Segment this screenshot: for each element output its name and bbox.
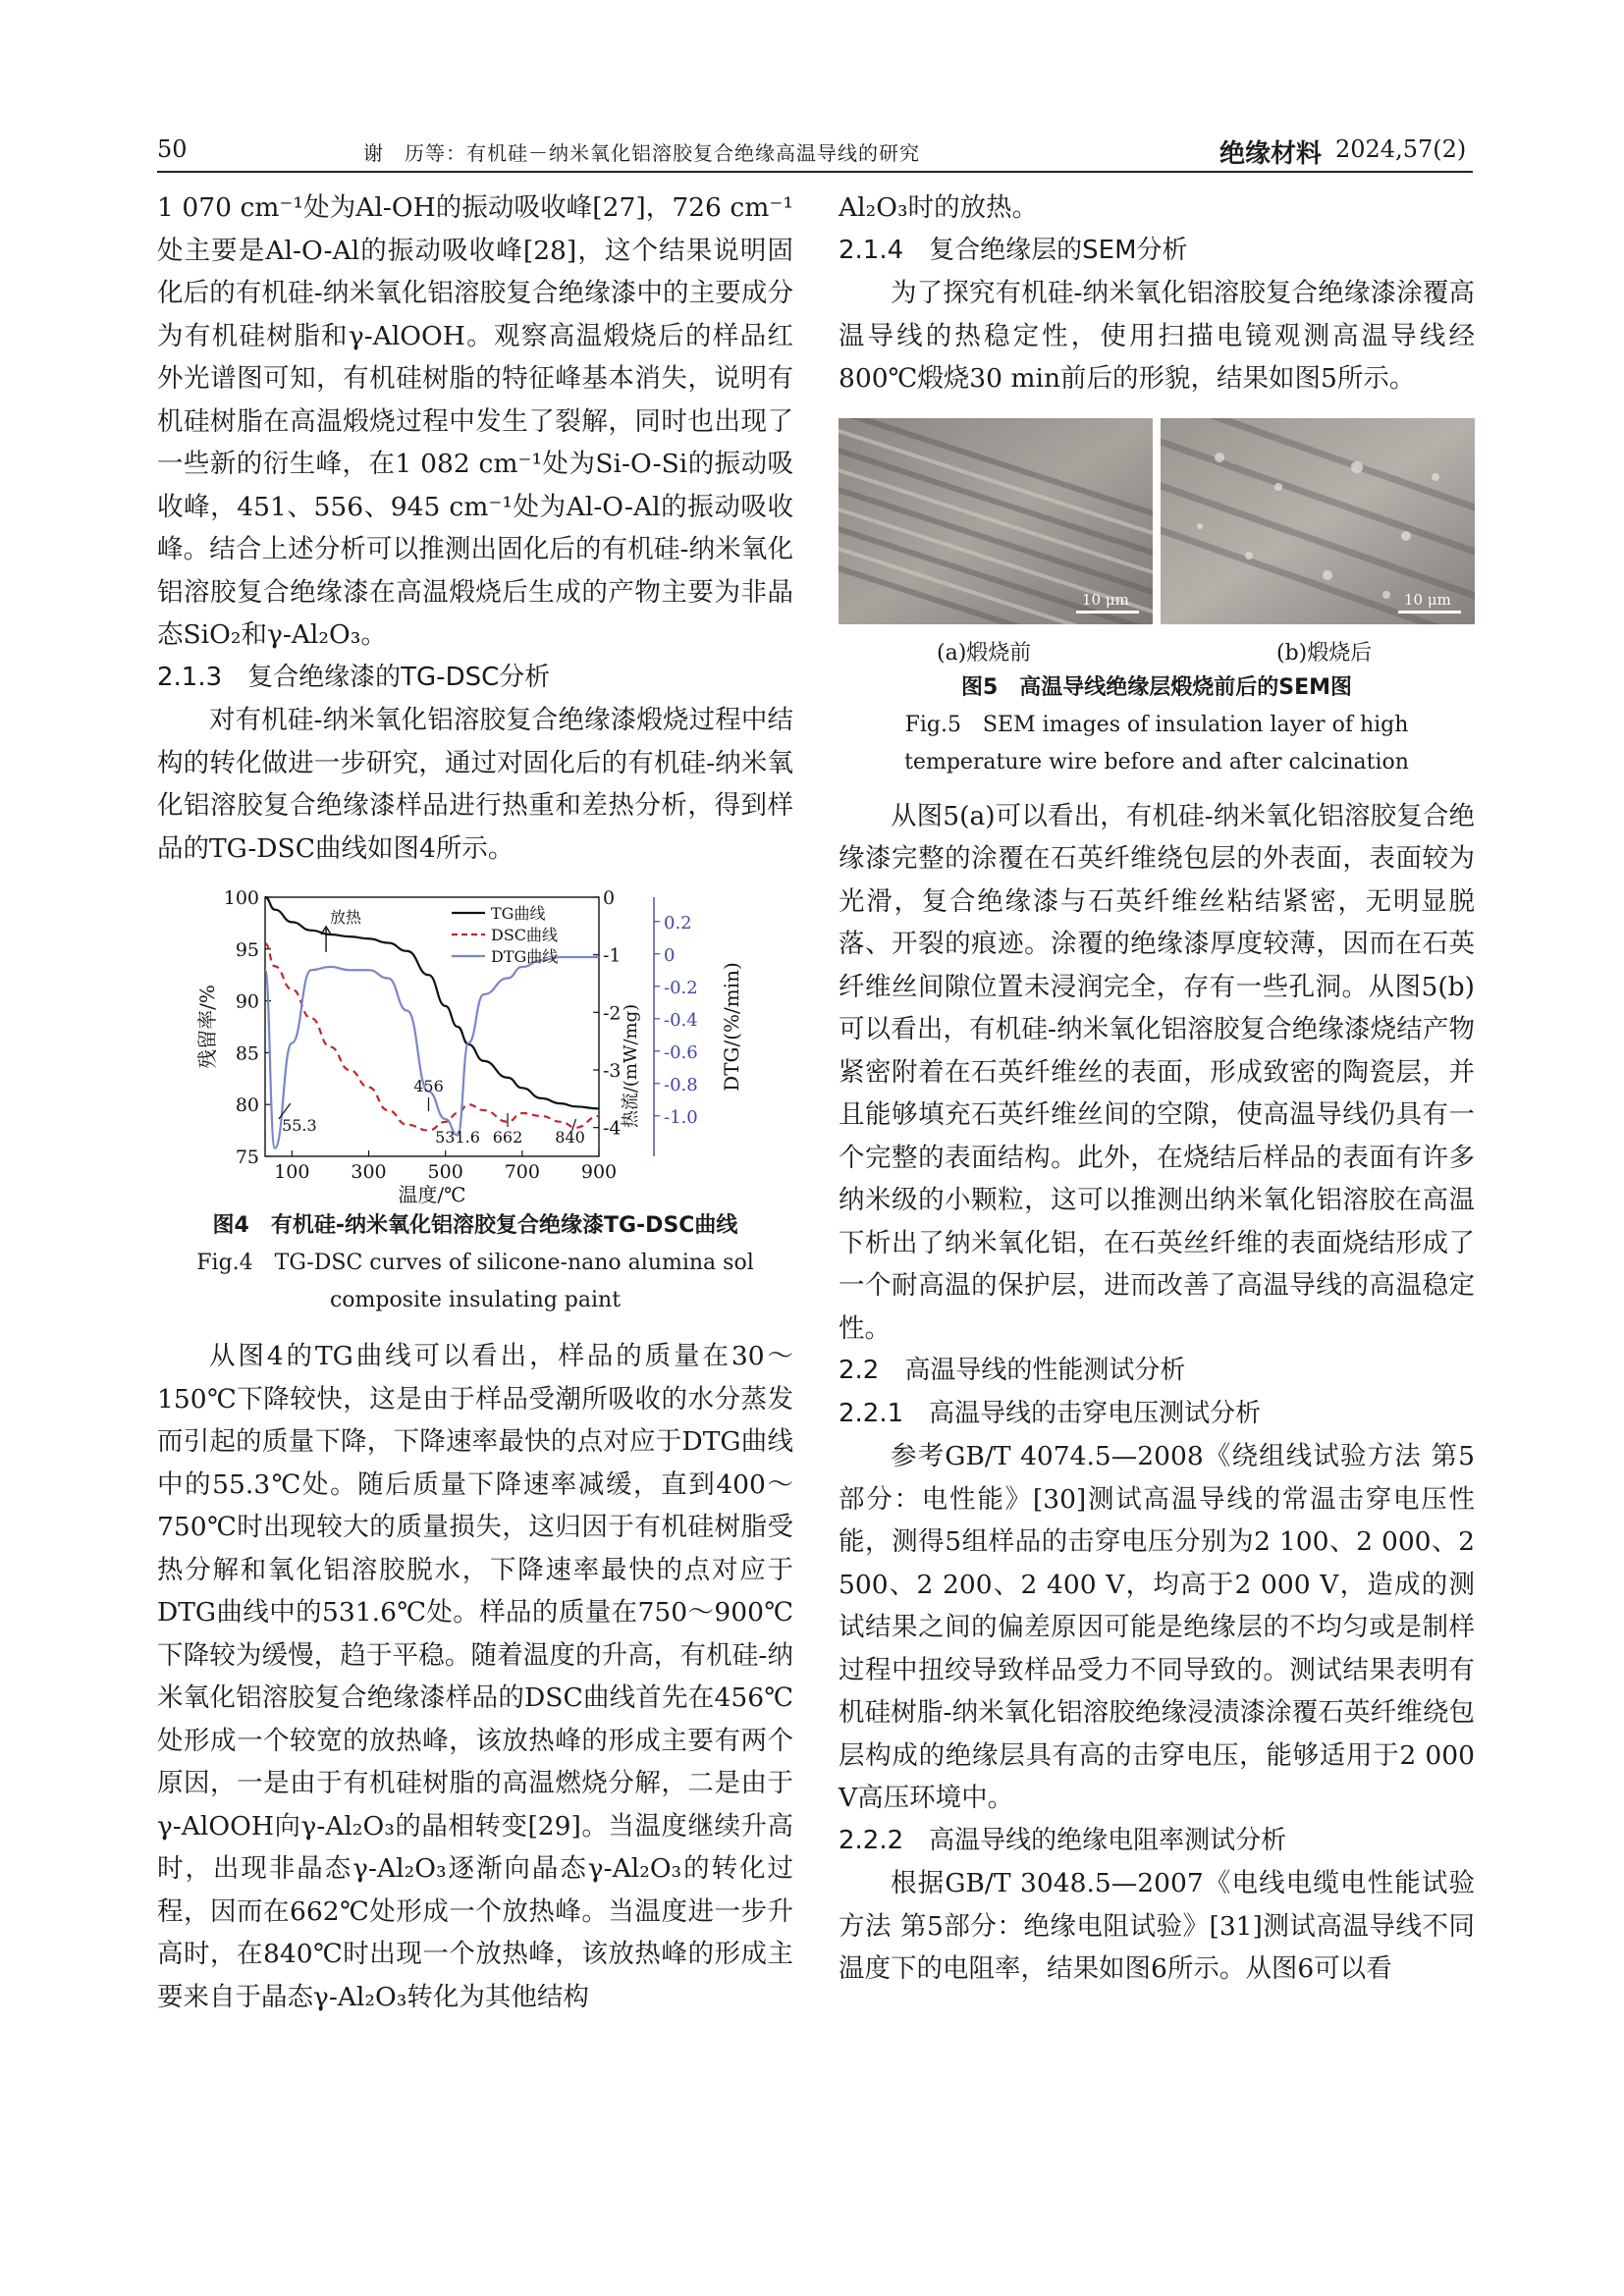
right-column [839,187,1475,1991]
y-mid-tick-label: -2 [603,1002,622,1025]
scale-bar-a [1076,590,1139,616]
x-tick-label: 500 [427,1161,463,1183]
page-number: 50 [157,135,188,163]
y-right-tick-label: -0.2 [664,977,698,998]
left-paragraph-1: 1 070 cm⁻¹处为Al-OH的振动吸收峰[27]，726 cm⁻¹处主要是Al-O-Al的振动吸收峰[28]，这个结果说明固化后的有机硅-纳米氧化铝溶胶复合绝缘漆中的主要成分为有机硅树脂和γ-AlOOH。观察高温煅烧后的样品红外光谱图可知，有机硅树脂的特征峰基本消失，说明有机硅树脂在高温煅烧过程中发生了裂解，同时也出现了一些新的衍生峰，在1 082 cm⁻¹处为Si-O-Si的振动吸收峰，451、556、945 cm⁻¹处为Al-O-Al的振动吸收峰。结合上述分析可以推测出固化后的有机硅-纳米氧化铝溶胶复合绝缘漆在高温煅烧后生成的产物主要为非晶态SiO₂和γ-Al₂O₃。 [157,192,793,650]
running-title: 谢 历等：有机硅－纳米氧化铝溶胶复合绝缘高温导线的研究 [363,141,920,165]
annotation-55-3: 55.3 [282,1116,317,1135]
right-paragraph-0: Al₂O₃时的放热。 [839,192,1039,223]
figure-5-sublabels [839,634,1475,669]
section-2-1-4-heading: 2.1.4 复合绝缘层的SEM分析 [839,235,1188,265]
left-paragraph-3: 从图4的TG曲线可以看出，样品的质量在30～150℃下降较快，这是由于样品受潮所吸收的水分蒸发而引起的质量下降，下降速率最快的点对应于DTG曲线中的55.3℃处。随后质量下降速率减缓，直到400～750℃时出现较大的质量损失，这归因于有机硅树脂受热分解和氧化铝溶胶脱水，下降速率最快的点对应于DTG曲线中的531.6℃处。样品的质量在750～900℃下降较为缓慢，趋于平稳。随着温度的升高，有机硅-纳米氧化铝溶胶复合绝缘漆样品的DSC曲线首先在456℃处形成一个较宽的放热峰，该放热峰的形成主要有两个原因，一是由于有机硅树脂的高温燃烧分解，二是由于γ-AlOOH向γ-Al₂O₃的晶相转变[29]。当温度继续升高时，出现非晶态γ-Al₂O₃逐渐向晶态γ-Al₂O₃的转化过程，因而在662℃处形成一个放热峰。当温度进一步升高时，在840℃时出现一个放热峰，该放热峰的形成主要来自于晶态γ-Al₂O₃转化为其他结构 [157,1341,793,2012]
sem-image-before [839,418,1153,624]
y-right-tick-label: -0.4 [664,1009,698,1031]
y-right-tick-label: 0 [664,944,676,966]
section-2-2-1-heading: 2.2.1 高温导线的击穿电压测试分析 [839,1398,1262,1428]
figure-5 [839,418,1475,634]
figure-4 [157,883,793,1207]
right-paragraph-3: 参考GB/T 4074.5—2008《绕组线试验方法 第5部分：电性能》[30]测试高温导线的常温击穿电压性能，测得5组样品的击穿电压分别为2 100、2 000、2 500、2 200、2 400 V，均高于2 000 V，造成的测试结果之间的偏差原因可能是绝缘层的不均匀或是制样过程中扭绞导致样品受力不同导致的。测试结果表明有机硅树脂-纳米氧化铝溶胶绝缘浸渍漆涂覆石英纤维绕包层构成的绝缘层具有高的击穿电压，能够适用于2 000 V高压环境中。 [839,1441,1475,1813]
legend-label-2: DTG曲线 [491,947,559,966]
sublabel-a: (a)煅烧前 [937,640,1032,666]
sublabel-b: (b)煅烧后 [1276,640,1373,666]
x-tick-label: 100 [274,1161,310,1183]
annotation-531-6: 531.6 [435,1128,480,1147]
header-rule [157,171,1473,173]
tg-dsc-chart [157,883,793,1207]
legend-label-0: TG曲线 [491,904,546,923]
y-right-tick-label: -0.6 [664,1041,698,1063]
y-left-tick-label: 85 [235,1042,259,1065]
annotation-exo: 放热 [330,908,362,927]
annotation-840: 840 [555,1128,585,1147]
journal-name: 绝缘材料 [1219,139,1323,169]
figure-5-caption-en: Fig.5 SEM images of insulation layer of high temperature wire before and after calcination [904,712,1409,774]
running-header [157,132,1473,171]
x-tick-label: 700 [504,1161,540,1183]
right-paragraph-4: 根据GB/T 3048.5—2007《电线电缆电性能试验方法 第5部分：绝缘电阻试验》[31]测试高温导线不同温度下的电阻率，结果如图6所示。从图6可以看 [839,1868,1475,1984]
y-mid-tick-label: -4 [603,1117,622,1140]
legend-label-1: DSC曲线 [491,926,559,944]
x-axis-label: 温度/℃ [398,1183,466,1206]
y-left-tick-label: 80 [235,1095,259,1117]
y-left-axis-label: 残留率/% [195,985,219,1069]
journal-issue: 2024,57(2) [1335,135,1467,163]
y-right-axis-label: DTG/(%/min) [720,962,743,1092]
figure-5-caption-cn: 图5 高温导线绝缘层煅烧前后的SEM图 [960,674,1353,700]
left-paragraph-2: 对有机硅-纳米氧化铝溶胶复合绝缘漆煅烧过程中结构的转化做进一步研究，通过对固化后的有机硅-纳米氧化铝溶胶复合绝缘漆样品进行热重和差热分析，得到样品的TG-DSC曲线如图4所示。 [157,705,793,864]
scale-label-a: 10 μm [1082,590,1129,609]
section-2-2-2-heading: 2.2.2 高温导线的绝缘电阻率测试分析 [839,1825,1287,1855]
y-right-tick-label: -1.0 [664,1106,698,1128]
y-left-tick-label: 100 [223,887,259,909]
y-right-tick-label: -0.8 [664,1074,698,1095]
x-tick-label: 900 [580,1161,618,1183]
scale-bar-b [1398,590,1461,616]
annotation-456: 456 [413,1077,444,1095]
series-line-1 [265,943,599,1131]
left-column [157,187,793,2018]
y-mid-tick-label: -1 [603,944,622,967]
scale-label-b: 10 μm [1404,590,1451,609]
y-left-tick-label: 75 [235,1147,259,1168]
y-right-tick-label: 0.2 [664,912,692,934]
y-mid-tick-label: -3 [603,1060,622,1082]
annotation-662: 662 [492,1128,523,1147]
x-tick-label: 300 [351,1161,387,1183]
right-paragraph-2: 从图5(a)可以看出，有机硅-纳米氧化铝溶胶复合绝缘漆完整的涂覆在石英纤维绕包层的外表面，表面较为光滑，复合绝缘漆与石英纤维丝粘结紧密，无明显脱落、开裂的痕迹。涂覆的绝缘漆厚度较薄，因而在石英纤维丝间隙位置未浸润完全，存有一些孔洞。从图5(b)可以看出，有机硅-纳米氧化铝溶胶复合绝缘漆烧结产物紧密附着在石英纤维丝的表面，形成致密的陶瓷层，并且能够填充石英纤维丝间的空隙，使高温导线仍具有一个完整的表面结构。此外，在烧结后样品的表面有许多纳米级的小颗粒，这可以推测出纳米氧化铝溶胶在高温下析出了纳米氧化铝，在石英丝纤维的表面烧结形成了一个耐高温的保护层，进而改善了高温导线的高温稳定性。 [839,800,1475,1344]
y-left-tick-label: 95 [235,938,259,961]
y-left-tick-label: 90 [235,990,259,1013]
sem-image-after [1161,418,1475,624]
y-mid-tick-label: 0 [603,887,616,909]
figure-4-caption-en: Fig.4 TG-DSC curves of silicone-nano alumina sol composite insulating paint [196,1251,754,1312]
section-2-1-3-heading: 2.1.3 复合绝缘漆的TG-DSC分析 [157,662,551,692]
figure-4-caption-cn: 图4 有机硅-纳米氧化铝溶胶复合绝缘漆TG-DSC曲线 [212,1213,738,1238]
y-mid-axis-label: 热流/(mW/mg) [621,1003,641,1129]
right-paragraph-1: 为了探究有机硅-纳米氧化铝溶胶复合绝缘漆涂覆高温导线的热稳定性，使用扫描电镜观测高温导线经800℃煅烧30 min前后的形貌，结果如图5所示。 [839,278,1475,394]
section-2-2-heading: 2.2 高温导线的性能测试分析 [839,1356,1186,1385]
